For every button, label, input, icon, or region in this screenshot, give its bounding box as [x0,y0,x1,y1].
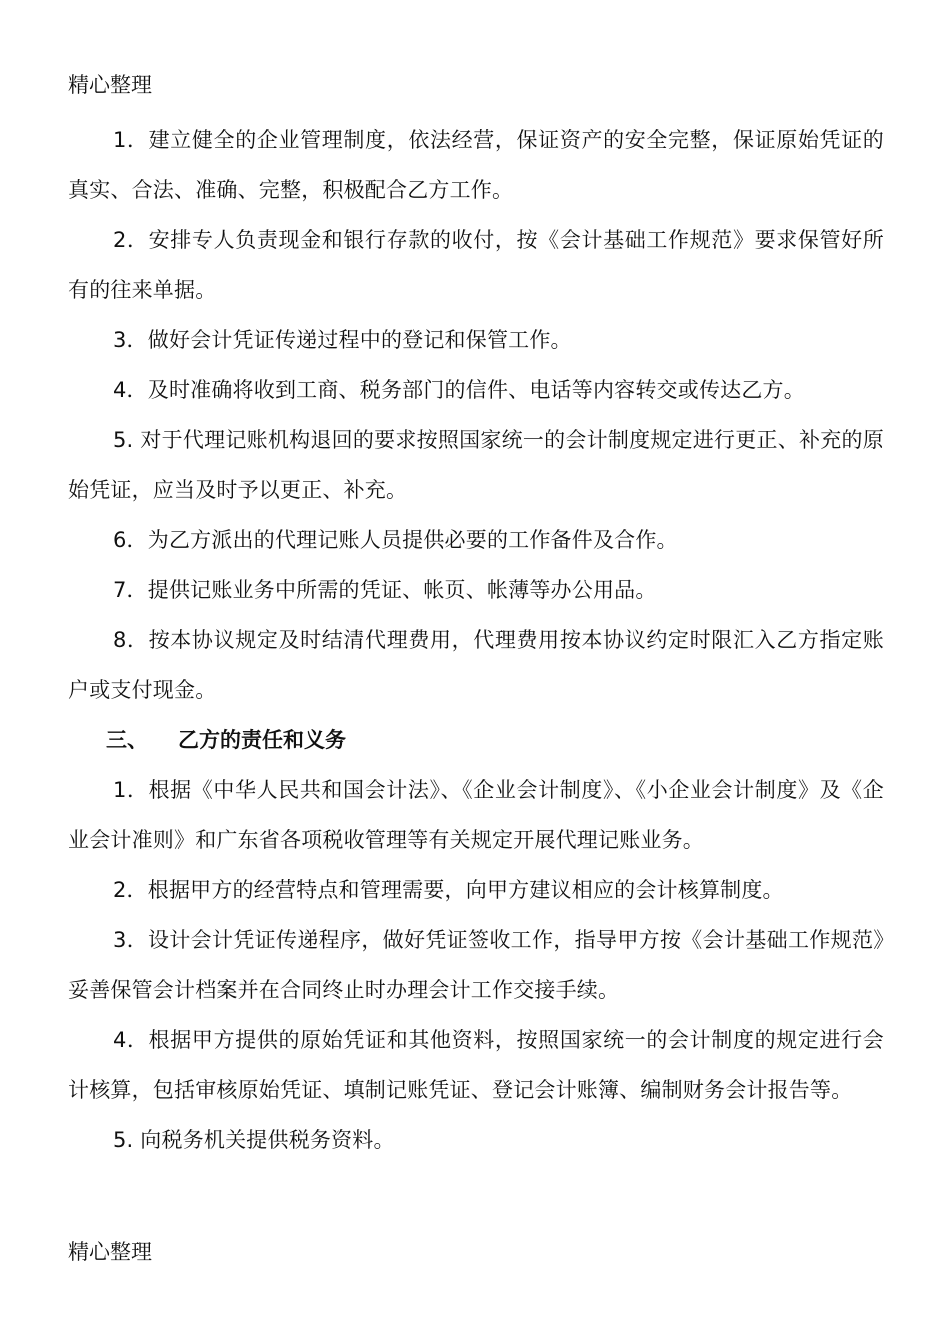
party-b-duty-5: 5. 向税务机关提供税务资料。 [113,1128,395,1152]
party-b-duty-3: 3．设计会计凭证传递程序，做好凭证签收工作，指导甲方按《会计基础工作规范》妥善保管会计档案并在合同终止时办理会计工作交接手续。 [68,928,884,1002]
section-three-number: 三、 [106,728,148,752]
party-a-duty-8: 8．按本协议规定及时结清代理费用，代理费用按本协议约定时限汇入乙方指定账户或支付现金。 [68,628,884,702]
party-a-duty-1: 1．建立健全的企业管理制度，依法经营，保证资产的安全完整，保证原始凭证的真实、合法、准确、完整，积极配合乙方工作。 [68,128,884,202]
party-a-duty-3: 3．做好会计凭证传递过程中的登记和保管工作。 [113,328,572,352]
party-a-duty-5: 5. 对于代理记账机构退回的要求按照国家统一的会计制度规定进行更正、补充的原始凭证，应当及时予以更正、补充。 [68,428,884,502]
party-a-duty-6: 6．为乙方派出的代理记账人员提供必要的工作备件及合作。 [113,528,678,552]
party-b-duty-1: 1．根据《中华人民共和国会计法》、《企业会计制度》、《小企业会计制度》及《企业会计准则》和广东省各项税收管理等有关规定开展代理记账业务。 [68,778,884,852]
section-three-heading [68,715,884,765]
page-footer: 精心整理 [68,1240,152,1264]
party-a-duty-2: 2．安排专人负责现金和银行存款的收付，按《会计基础工作规范》要求保管好所有的往来单据。 [68,228,884,302]
document-body [68,115,884,1165]
page-header: 精心整理 [68,73,152,97]
section-three-title: 乙方的责任和义务 [178,728,346,752]
party-a-duty-4: 4．及时准确将收到工商、税务部门的信件、电话等内容转交或传达乙方。 [113,378,805,402]
party-b-duty-4: 4．根据甲方提供的原始凭证和其他资料，按照国家统一的会计制度的规定进行会计核算，包括审核原始凭证、填制记账凭证、登记会计账簿、编制财务会计报告等。 [68,1028,884,1102]
party-b-duty-2: 2．根据甲方的经营特点和管理需要，向甲方建议相应的会计核算制度。 [113,878,784,902]
party-a-duty-7: 7．提供记账业务中所需的凭证、帐页、帐薄等办公用品。 [113,578,657,602]
